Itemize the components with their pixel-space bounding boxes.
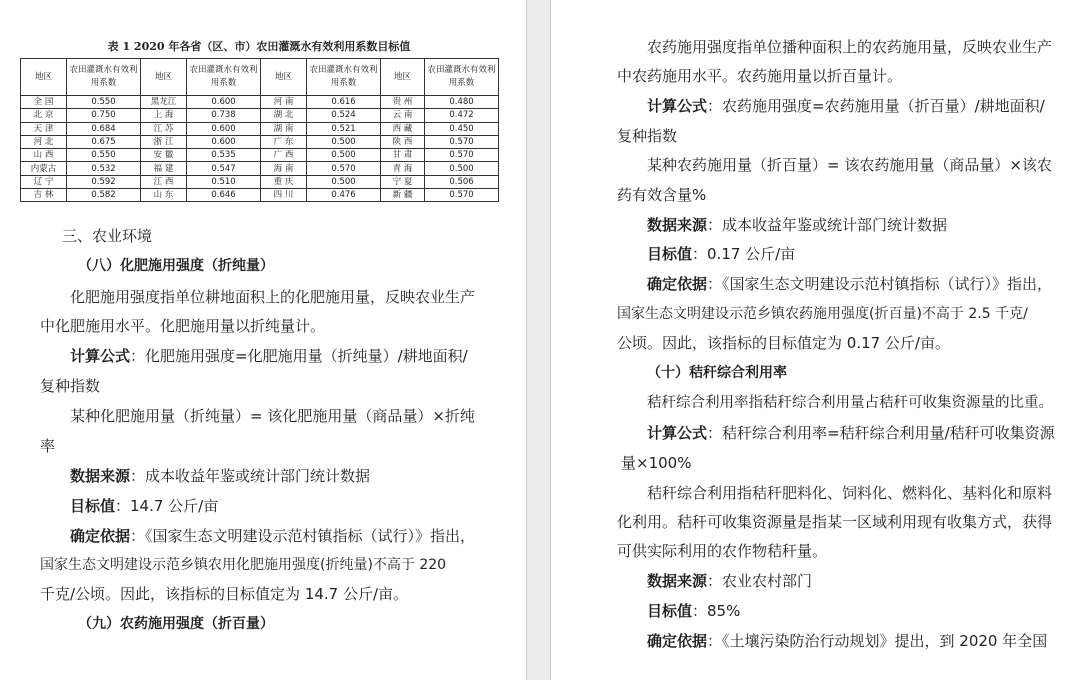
coefficient-cell: 0.570 bbox=[425, 189, 499, 202]
region-cell: 新 疆 bbox=[381, 189, 425, 202]
region-cell: 山 西 bbox=[21, 149, 67, 162]
calc-formula-label: 计算公式 bbox=[70, 347, 131, 365]
coefficient-cell: 0.750 bbox=[67, 109, 141, 122]
heading-straw-utilization: （十）秸秆综合利用率 bbox=[647, 365, 787, 381]
formula-line bbox=[647, 423, 1055, 443]
region-cell: 甘 肃 bbox=[381, 149, 425, 162]
heading-pesticide-intensity: （九）农药施用强度（折百量） bbox=[78, 616, 274, 632]
table-row bbox=[21, 135, 499, 148]
table-row bbox=[21, 162, 499, 175]
region-cell: 西 藏 bbox=[381, 122, 425, 135]
region-cell: 湖 北 bbox=[261, 109, 307, 122]
coefficient-cell: 0.600 bbox=[187, 96, 261, 109]
region-cell: 青 海 bbox=[381, 162, 425, 175]
data-source-line bbox=[647, 571, 812, 591]
region-cell: 辽 宁 bbox=[21, 175, 67, 188]
basis-text: ：《土壤污染防治行动规划》提出，到 2020 年全国 bbox=[707, 632, 1048, 650]
region-cell: 广 西 bbox=[261, 149, 307, 162]
formula-line: 某种化肥施用量（折纯量）= 该化肥施用量（商品量）×折纯 bbox=[70, 407, 475, 425]
coefficient-cell: 0.582 bbox=[67, 189, 141, 202]
formula-line: 复种指数 bbox=[617, 127, 678, 145]
document-page-right bbox=[550, 0, 1080, 680]
calc-formula-text: ：化肥施用强度=化肥施用量（折纯量）/耕地面积/ bbox=[130, 347, 468, 365]
region-cell: 吉 林 bbox=[21, 189, 67, 202]
irrigation-coefficient-table bbox=[20, 58, 499, 202]
coefficient-cell: 0.480 bbox=[425, 96, 499, 109]
table-row bbox=[21, 149, 499, 162]
target-value-text: ：0.17 公斤/亩 bbox=[692, 245, 796, 263]
basis-label: 确定依据 bbox=[70, 527, 131, 545]
region-cell: 广 东 bbox=[261, 135, 307, 148]
table-header-cell: 地区 bbox=[21, 59, 67, 96]
region-cell: 河 北 bbox=[21, 135, 67, 148]
region-cell: 江 苏 bbox=[141, 122, 187, 135]
table-header-cell: 地区 bbox=[141, 59, 187, 96]
coefficient-cell: 0.547 bbox=[187, 162, 261, 175]
data-source-text: ：成本收益年鉴或统计部门统计数据 bbox=[130, 467, 371, 485]
formula-line bbox=[70, 346, 468, 366]
target-value-text: ：85% bbox=[692, 602, 741, 620]
target-value-line bbox=[647, 244, 795, 264]
formula-line: 某种农药施用量（折百量）= 该农药施用量（商品量）×该农 bbox=[647, 156, 1052, 174]
heading-fertilizer-intensity: （八）化肥施用强度（折纯量） bbox=[78, 258, 274, 274]
region-cell: 陕 西 bbox=[381, 135, 425, 148]
coefficient-cell: 0.600 bbox=[187, 135, 261, 148]
data-source-label: 数据来源 bbox=[647, 216, 708, 234]
table-caption: 表 1 2020 年各省（区、市）农田灌溉水有效利用系数目标值 bbox=[107, 40, 411, 53]
coefficient-cell: 0.570 bbox=[425, 135, 499, 148]
region-cell: 云 南 bbox=[381, 109, 425, 122]
target-value-line bbox=[70, 496, 218, 516]
table-header-row bbox=[21, 59, 499, 96]
basis-line bbox=[70, 526, 475, 546]
basis-text: ：《国家生态文明建设示范村镇指标（试行）》指出， bbox=[707, 275, 1053, 293]
data-source-label: 数据来源 bbox=[647, 572, 708, 590]
basis-line: 国家生态文明建设示范乡镇农药施用强度(折百量)不高于 2.5 千克/ bbox=[617, 306, 1028, 322]
table-row bbox=[21, 189, 499, 202]
region-cell: 内蒙古 bbox=[21, 162, 67, 175]
coefficient-cell: 0.570 bbox=[425, 149, 499, 162]
formula-line: 量×100% bbox=[621, 454, 692, 472]
table-row bbox=[21, 122, 499, 135]
formula-line: 复种指数 bbox=[40, 377, 101, 395]
region-cell: 海 南 bbox=[261, 162, 307, 175]
basis-line: 千克/公顷。因此，该指标的目标值定为 14.7 公斤/亩。 bbox=[40, 585, 409, 603]
paragraph-line: 农药施用强度指单位播种面积上的农药施用量，反映农业生产 bbox=[647, 38, 1053, 56]
region-cell: 山 东 bbox=[141, 189, 187, 202]
calc-formula-text: ：农药施用强度=农药施用量（折百量）/耕地面积/ bbox=[707, 97, 1045, 115]
coefficient-cell: 0.600 bbox=[187, 122, 261, 135]
region-cell: 全 国 bbox=[21, 96, 67, 109]
coefficient-cell: 0.500 bbox=[307, 135, 381, 148]
paragraph-line: 秸秆综合利用指秸秆肥料化、饲料化、燃料化、基料化和原料 bbox=[647, 484, 1053, 502]
basis-line: 国家生态文明建设示范乡镇农用化肥施用强度(折纯量)不高于 220 bbox=[40, 557, 447, 573]
calc-formula-label: 计算公式 bbox=[647, 424, 708, 442]
formula-line: 药有效含量% bbox=[617, 186, 707, 204]
target-value-text: ：14.7 公斤/亩 bbox=[115, 497, 219, 515]
calc-formula-text: ：秸秆综合利用率=秸秆综合利用量/秸秆可收集资源 bbox=[707, 424, 1055, 442]
region-cell: 福 建 bbox=[141, 162, 187, 175]
basis-line bbox=[647, 631, 1047, 651]
coefficient-cell: 0.550 bbox=[67, 149, 141, 162]
paragraph-line: 中化肥施用水平。化肥施用量以折纯量计。 bbox=[40, 317, 326, 335]
coefficient-cell: 0.616 bbox=[307, 96, 381, 109]
coefficient-cell: 0.500 bbox=[425, 162, 499, 175]
coefficient-cell: 0.500 bbox=[307, 149, 381, 162]
paragraph-line: 可供实际利用的农作物秸秆量。 bbox=[617, 542, 828, 560]
region-cell: 浙 江 bbox=[141, 135, 187, 148]
coefficient-cell: 0.506 bbox=[425, 175, 499, 188]
table-header-cell: 农田灌溉水有效利用系数 bbox=[187, 59, 261, 96]
data-source-text: ：农业农村部门 bbox=[707, 572, 813, 590]
coefficient-cell: 0.738 bbox=[187, 109, 261, 122]
coefficient-cell: 0.592 bbox=[67, 175, 141, 188]
target-value-line bbox=[647, 601, 740, 621]
coefficient-cell: 0.675 bbox=[67, 135, 141, 148]
region-cell: 上 海 bbox=[141, 109, 187, 122]
basis-line: 公顷。因此，该指标的目标值定为 0.17 公斤/亩。 bbox=[617, 334, 950, 352]
data-source-label: 数据来源 bbox=[70, 467, 131, 485]
table-row bbox=[21, 175, 499, 188]
coefficient-cell: 0.535 bbox=[187, 149, 261, 162]
region-cell: 贵 州 bbox=[381, 96, 425, 109]
paragraph-line: 化利用。秸秆可收集资源量是指某一区域利用现有收集方式，获得 bbox=[617, 513, 1053, 531]
table-header-cell: 地区 bbox=[261, 59, 307, 96]
formula-line: 率 bbox=[40, 437, 56, 455]
region-cell: 重 庆 bbox=[261, 175, 307, 188]
coefficient-cell: 0.550 bbox=[67, 96, 141, 109]
region-cell: 湖 南 bbox=[261, 122, 307, 135]
coefficient-cell: 0.521 bbox=[307, 122, 381, 135]
coefficient-cell: 0.532 bbox=[67, 162, 141, 175]
region-cell: 安 徽 bbox=[141, 149, 187, 162]
formula-line bbox=[647, 96, 1045, 116]
paragraph-line: 中农药施用水平。农药施用量以折百量计。 bbox=[617, 67, 903, 85]
data-source-line bbox=[647, 215, 947, 235]
coefficient-cell: 0.472 bbox=[425, 109, 499, 122]
region-cell: 河 南 bbox=[261, 96, 307, 109]
region-cell: 四 川 bbox=[261, 189, 307, 202]
basis-label: 确定依据 bbox=[647, 275, 708, 293]
table-row bbox=[21, 109, 499, 122]
target-value-label: 目标值 bbox=[70, 497, 116, 515]
target-value-label: 目标值 bbox=[647, 245, 693, 263]
table-header-cell: 农田灌溉水有效利用系数 bbox=[307, 59, 381, 96]
data-source-text: ：成本收益年鉴或统计部门统计数据 bbox=[707, 216, 948, 234]
coefficient-cell: 0.646 bbox=[187, 189, 261, 202]
data-source-line bbox=[70, 466, 370, 486]
coefficient-cell: 0.570 bbox=[307, 162, 381, 175]
basis-text: ：《国家生态文明建设示范村镇指标（试行）》指出， bbox=[130, 527, 476, 545]
coefficient-cell: 0.450 bbox=[425, 122, 499, 135]
table-header-cell: 农田灌溉水有效利用系数 bbox=[425, 59, 499, 96]
target-value-label: 目标值 bbox=[647, 602, 693, 620]
paragraph-line: 秸秆综合利用率指秸秆综合利用量占秸秆可收集资源量的比重。 bbox=[647, 395, 1053, 411]
paragraph-line: 化肥施用强度指单位耕地面积上的化肥施用量，反映农业生产 bbox=[70, 288, 476, 306]
coefficient-cell: 0.684 bbox=[67, 122, 141, 135]
section-title-agri-env: 三、农业环境 bbox=[62, 227, 153, 245]
region-cell: 宁 夏 bbox=[381, 175, 425, 188]
coefficient-cell: 0.510 bbox=[187, 175, 261, 188]
table-header-cell: 地区 bbox=[381, 59, 425, 96]
coefficient-cell: 0.524 bbox=[307, 109, 381, 122]
basis-label: 确定依据 bbox=[647, 632, 708, 650]
region-cell: 天 津 bbox=[21, 122, 67, 135]
region-cell: 北 京 bbox=[21, 109, 67, 122]
coefficient-cell: 0.500 bbox=[307, 175, 381, 188]
coefficient-cell: 0.476 bbox=[307, 189, 381, 202]
document-page-left bbox=[0, 0, 527, 680]
region-cell: 黑龙江 bbox=[141, 96, 187, 109]
table-header-cell: 农田灌溉水有效利用系数 bbox=[67, 59, 141, 96]
basis-line bbox=[647, 274, 1052, 294]
table-row bbox=[21, 96, 499, 109]
calc-formula-label: 计算公式 bbox=[647, 97, 708, 115]
region-cell: 江 西 bbox=[141, 175, 187, 188]
